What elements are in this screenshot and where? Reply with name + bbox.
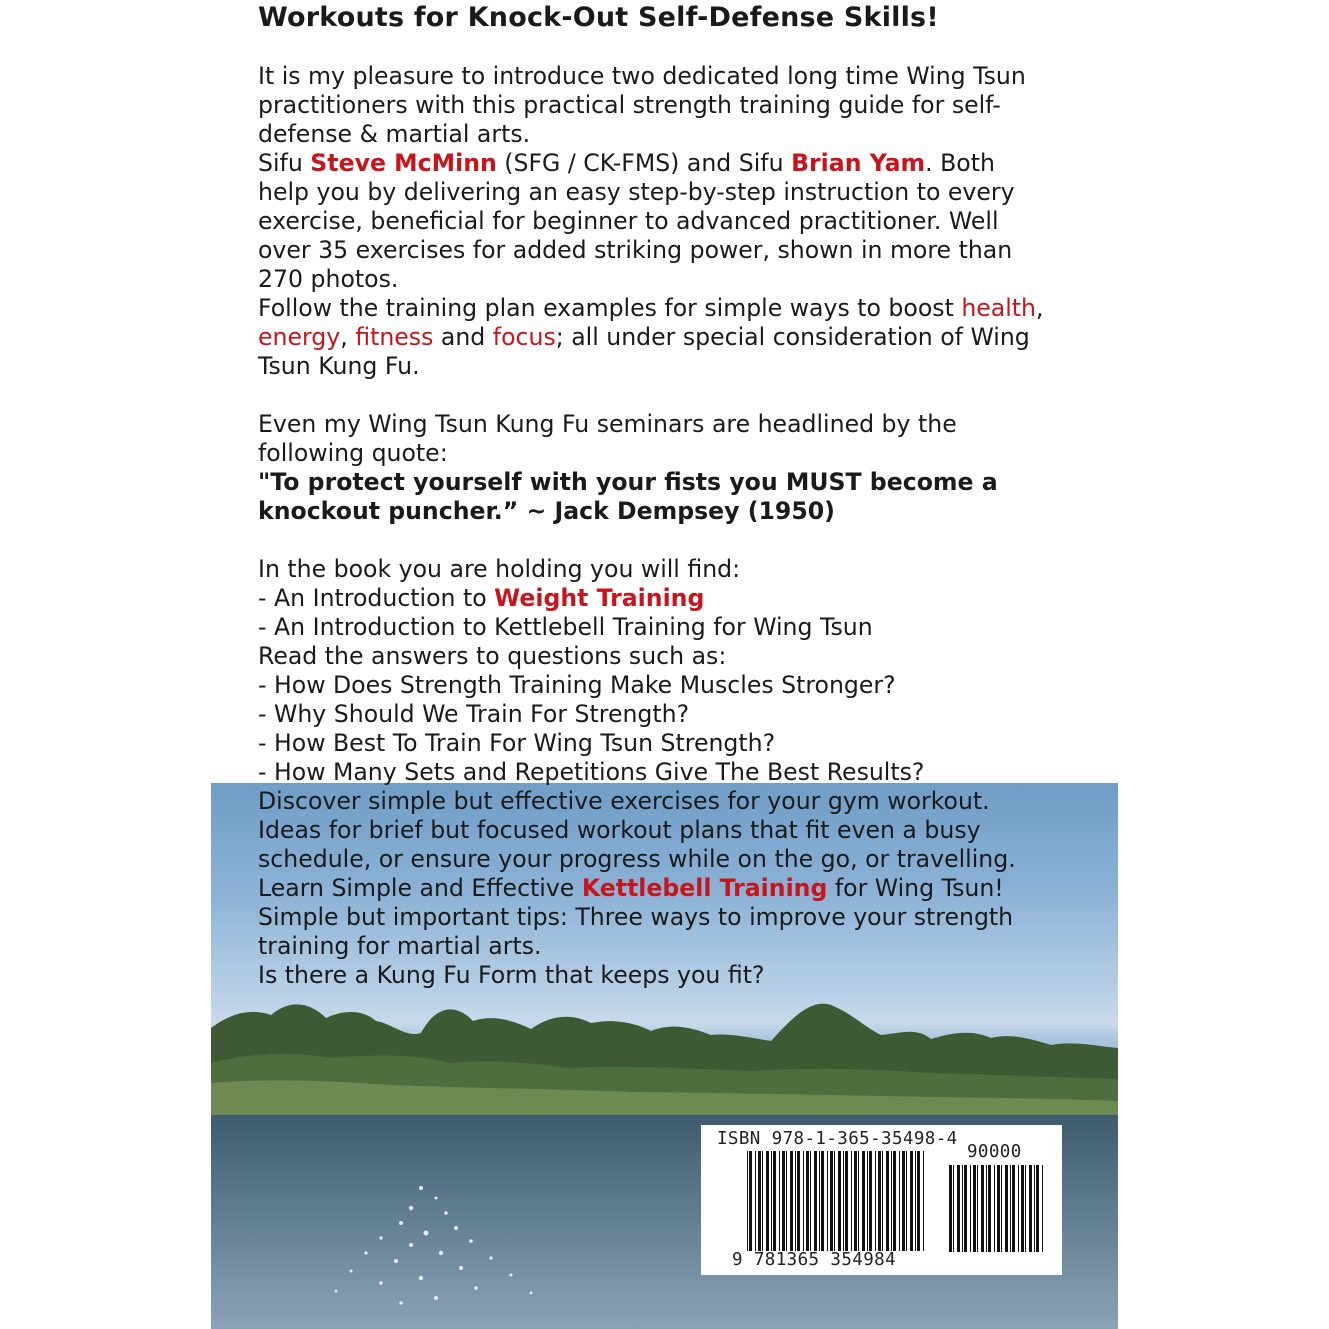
text-span: ; all under special consideration of Wing [555,323,1030,351]
barcode-bar [977,1165,978,1252]
barcode-bar [862,1151,865,1251]
text-line [258,584,1088,613]
text-span: , [340,323,356,351]
text-line: - How Best To Train For Wing Tsun Strength? [258,729,776,757]
barcode-bar [953,1165,954,1252]
text-line: - How Many Sets and Repetitions Give The Best Results? [258,758,925,786]
quote-line: "To protect yourself with your fists you MUST become a [258,468,998,496]
barcode-bar [810,1151,811,1251]
barcode-bar [779,1151,780,1251]
barcode-bar [981,1165,984,1252]
barcode-bar [834,1151,835,1251]
barcode-bar [891,1151,892,1251]
barcode-bar [878,1151,881,1251]
text-line: Tsun Kung Fu. [258,352,420,380]
text-line: schedule, or ensure your progress while on the go, or travelling. [258,845,1016,873]
text-span: - An Introduction to [258,584,495,612]
text-span: (SFG / CK-FMS) and Sifu [496,149,792,177]
barcode-bar [899,1151,900,1251]
page-title: Workouts for Knock-Out Self-Defense Skills! [258,2,939,33]
text-line: training for martial arts. [258,932,542,960]
keyword-fitness: fitness [355,323,434,351]
text-line: Simple but important tips: Three ways to improve your strength [258,903,1014,931]
text-span: , [1036,294,1044,322]
keyword-health: health [961,294,1037,322]
barcode-digits: 9 781365 354984 [732,1250,897,1270]
barcode-bar [964,1165,967,1252]
keyword-focus: focus [492,323,556,351]
text-line: help you by delivering an easy step-by-step instruction to every [258,178,1015,206]
keyword-energy: energy [258,323,341,351]
text-line: defense & martial arts. [258,120,531,148]
text-line: following quote: [258,439,448,467]
barcode-bar [1012,1165,1015,1252]
barcode-bar [1042,1165,1043,1252]
barcode-bar [906,1151,907,1251]
barcode-bar [1029,1165,1032,1252]
barcode-bar [851,1151,852,1251]
text-span: . Both [925,149,995,177]
text-line: over 35 exercises for added striking power, shown in more than [258,236,1013,264]
barcode-bar [773,1151,776,1251]
barcode-bar [766,1151,769,1251]
barcode-bar [819,1151,820,1251]
quote-line: knockout puncher.” ~ Jack Dempsey (1950) [258,497,835,525]
barcode-bar [988,1165,991,1252]
barcode-bar [843,1151,844,1251]
barcode-bar [854,1151,857,1251]
description-text [258,62,1088,990]
text-span: Follow the training plan examples for simple ways to boost [258,294,962,322]
text-line [258,294,1088,323]
barcode-bar [997,1165,1000,1252]
barcode-bar [1036,1165,1039,1252]
barcode-bar [867,1151,868,1251]
barcode-bar [858,1151,859,1251]
paragraph-gap [258,381,1088,410]
text-span: for Wing Tsun! [827,874,1004,902]
text-line: 270 photos. [258,265,399,293]
barcode-bar [758,1151,761,1251]
barcode-bar [910,1151,913,1251]
barcode-bar [986,1165,987,1252]
barcode-bar [973,1165,976,1252]
barcode-bar [821,1151,824,1251]
barcode-bar [830,1151,833,1251]
barcode-bar [797,1151,800,1251]
barcode-bar [838,1151,841,1251]
barcode-bar [806,1151,809,1251]
barcode-bar [790,1151,793,1251]
barcode-bar [962,1165,963,1252]
barcode-bar [994,1165,995,1252]
barcode-bar [747,1151,748,1251]
text-line: - Why Should We Train For Strength? [258,700,690,728]
text-line: Is there a Kung Fu Form that keeps you fit? [258,961,765,989]
barcode-bar [814,1151,817,1251]
keyword-kettlebell-training: Kettlebell Training [581,874,828,902]
text-span: and [433,323,493,351]
text-line: Read the answers to questions such as: [258,642,727,670]
barcode-bar [827,1151,828,1251]
barcode-bar [886,1151,889,1251]
barcode-bar [893,1151,896,1251]
text-line [258,149,1088,178]
barcode-bar [782,1151,785,1251]
barcode-bar [875,1151,876,1251]
keyword-weight-training: Weight Training [494,584,705,612]
barcode-bar [917,1151,920,1251]
barcode-bar [786,1151,787,1251]
author-name-brian: Brian Yam [791,149,926,177]
barcode-bar [902,1151,905,1251]
barcode-bar [915,1151,916,1251]
text-line: It is my pleasure to introduce two dedicated long time Wing Tsun [258,62,1026,90]
barcode-bar [1018,1165,1019,1252]
barcode-bar [771,1151,772,1251]
barcode-bar [762,1151,763,1251]
barcode-bar [749,1151,752,1251]
barcode-bar [803,1151,804,1251]
text-line: Even my Wing Tsun Kung Fu seminars are headlined by the [258,410,957,438]
text-line: - An Introduction to Kettlebell Training for Wing Tsun [258,613,873,641]
barcode-bar [957,1165,960,1252]
text-span: Learn Simple and Effective [258,874,582,902]
isbn-barcode [701,1125,1062,1275]
author-name-steve: Steve McMinn [310,149,497,177]
text-line [258,874,1088,903]
barcode-bar [949,1165,952,1252]
barcode-bar [1025,1165,1026,1252]
text-line [258,323,1088,352]
barcode-bar [755,1151,756,1251]
barcode-bar [970,1165,971,1252]
barcode-bar [1010,1165,1011,1252]
barcode-bar [923,1151,924,1251]
text-line: In the book you are holding you will find: [258,555,741,583]
barcode-bar [1021,1165,1024,1252]
text-line: - How Does Strength Training Make Muscles Stronger? [258,671,896,699]
barcode-bar [845,1151,848,1251]
isbn-number: ISBN 978-1-365-35498-4 [717,1129,958,1149]
text-line: Discover simple but effective exercises for your gym workout. [258,787,990,815]
barcode-bar [1001,1165,1002,1252]
text-line: practitioners with this practical strength training guide for self- [258,91,1001,119]
barcode-bar [1034,1165,1035,1252]
text-line: Ideas for brief but focused workout plans that fit even a busy [258,816,981,844]
barcode-bar [1005,1165,1008,1252]
paragraph-gap [258,526,1088,555]
barcode-bar [869,1151,872,1251]
text-line: exercise, beneficial for beginner to advanced practitioner. Well [258,207,999,235]
barcode-bar [882,1151,883,1251]
price-code: 90000 [967,1142,1022,1162]
barcode-bar [795,1151,796,1251]
text-span: Sifu [258,149,311,177]
